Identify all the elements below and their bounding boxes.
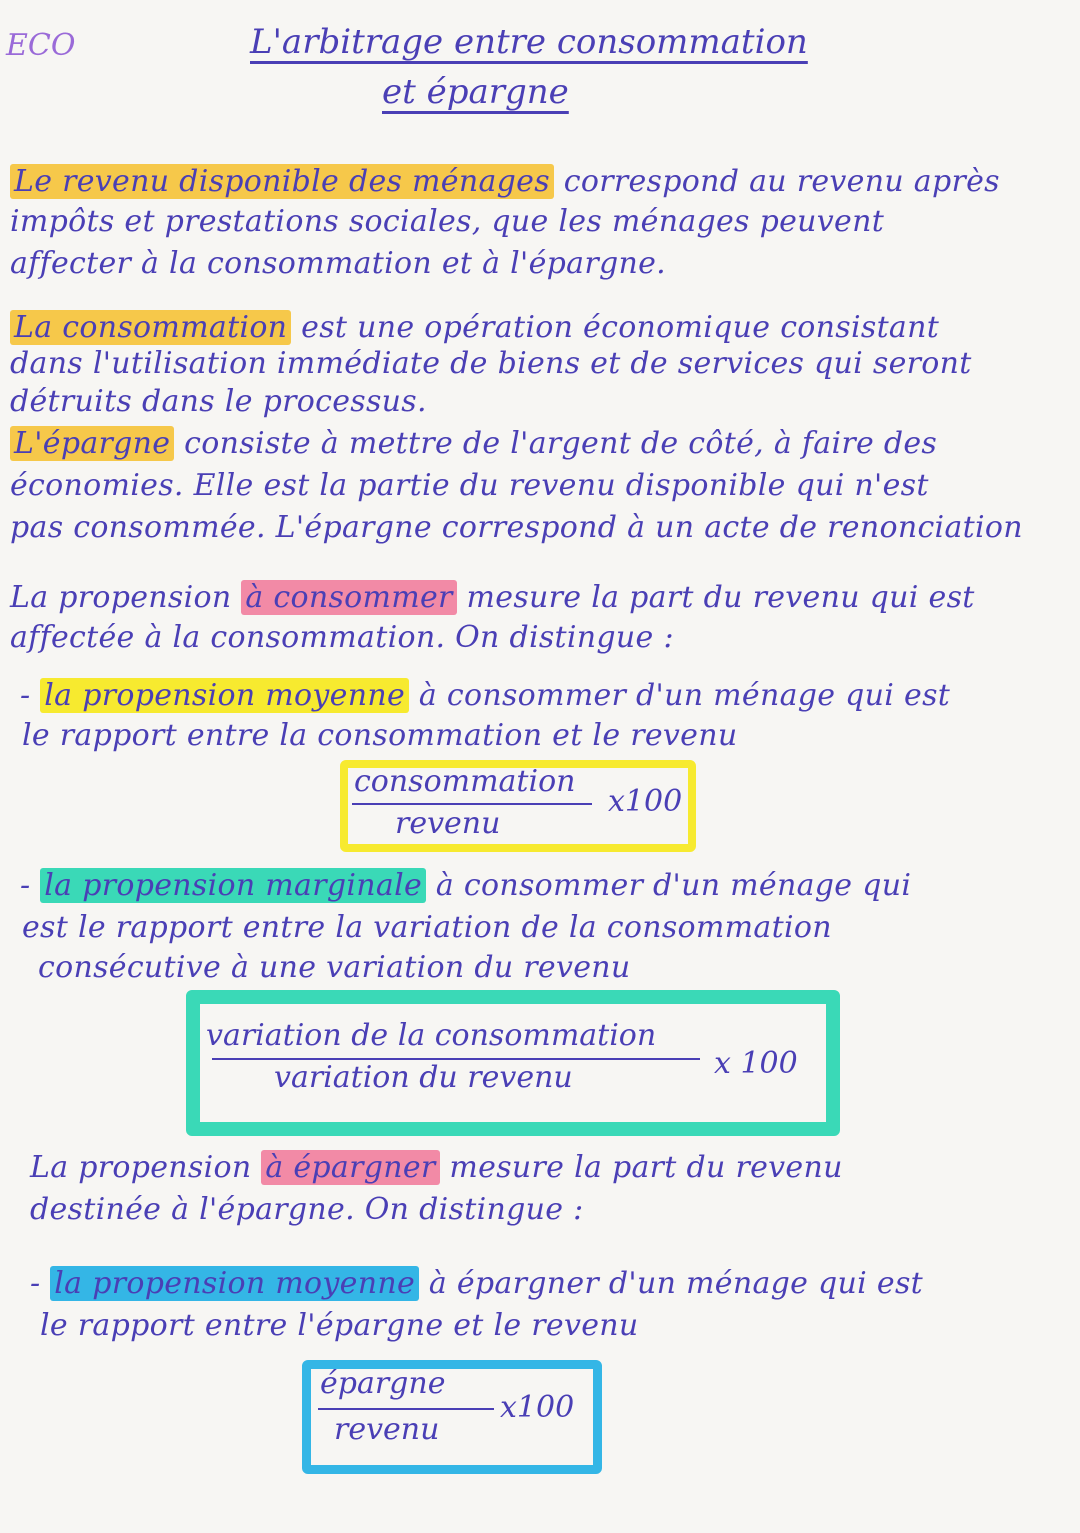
p1-line3: affecter à la consommation et à l'épargne. <box>10 246 666 281</box>
formula-pme-times: x100 <box>500 1390 575 1425</box>
p3-line1-rest: consiste à mettre de l'argent de côté, à faire des <box>174 426 938 461</box>
formula-pme-bar <box>318 1408 494 1410</box>
term-propension-marginale: la propension marginale <box>40 868 426 903</box>
subject-tag: ECO <box>6 28 76 63</box>
formula-pmc-denominator: revenu <box>395 806 501 841</box>
term-propension-moyenne-epargner: la propension moyenne <box>50 1266 419 1301</box>
formula-pme-numerator: épargne <box>320 1366 446 1401</box>
b3-dash: - <box>30 1266 51 1301</box>
p2-line1-rest: est une opération économique consistant <box>291 310 940 345</box>
formula-pmgc-times: x 100 <box>714 1046 798 1081</box>
b1-dash: - <box>20 678 41 713</box>
term-propension-moyenne-consommer: la propension moyenne <box>40 678 409 713</box>
b1-line1 <box>20 676 950 716</box>
b2-line1 <box>20 866 911 906</box>
p3-line2: économies. Elle est la partie du revenu disponible qui n'est <box>10 468 929 503</box>
p2-line3: détruits dans le processus. <box>10 384 427 419</box>
formula-pmc-bar <box>352 803 592 805</box>
formula-pmgc-numerator: variation de la consommation <box>206 1018 657 1053</box>
term-consommation: La consommation <box>10 310 291 345</box>
p3-line3: pas consommée. L'épargne correspond à un acte de renonciation <box>10 510 1023 545</box>
b1-line1-rest: à consommer d'un ménage qui est <box>409 678 951 713</box>
p4-pre: La propension <box>10 580 242 615</box>
formula-pme-denominator: revenu <box>334 1412 440 1447</box>
b2-dash: - <box>20 868 41 903</box>
b3-line2: le rapport entre l'épargne et le revenu <box>40 1308 639 1343</box>
b3-line1-rest: à épargner d'un ménage qui est <box>419 1266 923 1301</box>
p4-line1 <box>10 578 975 618</box>
formula-pmc-times: x100 <box>608 784 683 819</box>
formula-pmc-numerator: consommation <box>354 764 576 799</box>
b2-line1-rest: à consommer d'un ménage qui <box>426 868 912 903</box>
p5-line1 <box>30 1148 843 1188</box>
p4-line2: affectée à la consommation. On distingue : <box>10 620 674 655</box>
p5-pre: La propension <box>30 1150 262 1185</box>
page-title-line2: et épargne <box>382 72 569 112</box>
term-epargne: L'épargne <box>10 426 174 461</box>
b2-line3: consécutive à une variation du revenu <box>38 950 631 985</box>
page-title-line1: L'arbitrage entre consommation <box>250 22 808 62</box>
p1-line1 <box>10 162 1000 202</box>
p2-line2: dans l'utilisation immédiate de biens et de services qui seront <box>10 346 972 381</box>
b1-line2: le rapport entre la consommation et le revenu <box>22 718 738 753</box>
formula-pmgc-denominator: variation du revenu <box>274 1060 573 1095</box>
b2-line2: est le rapport entre la variation de la consommation <box>22 910 832 945</box>
p3-line1 <box>10 424 937 464</box>
b3-line1 <box>30 1264 923 1304</box>
p5-line2: destinée à l'épargne. On distingue : <box>30 1192 584 1227</box>
p4-line1-rest: mesure la part du revenu qui est <box>456 580 975 615</box>
p5-line1-rest: mesure la part du revenu <box>439 1150 843 1185</box>
p1-line1-rest: correspond au revenu après <box>553 164 1000 199</box>
term-a-epargner: à épargner <box>261 1150 439 1185</box>
p2-line1 <box>10 308 939 348</box>
p1-line2: impôts et prestations sociales, que les ménages peuvent <box>10 204 885 239</box>
term-a-consommer: à consommer <box>241 580 456 615</box>
term-revenu-disponible: Le revenu disponible des ménages <box>10 164 554 199</box>
